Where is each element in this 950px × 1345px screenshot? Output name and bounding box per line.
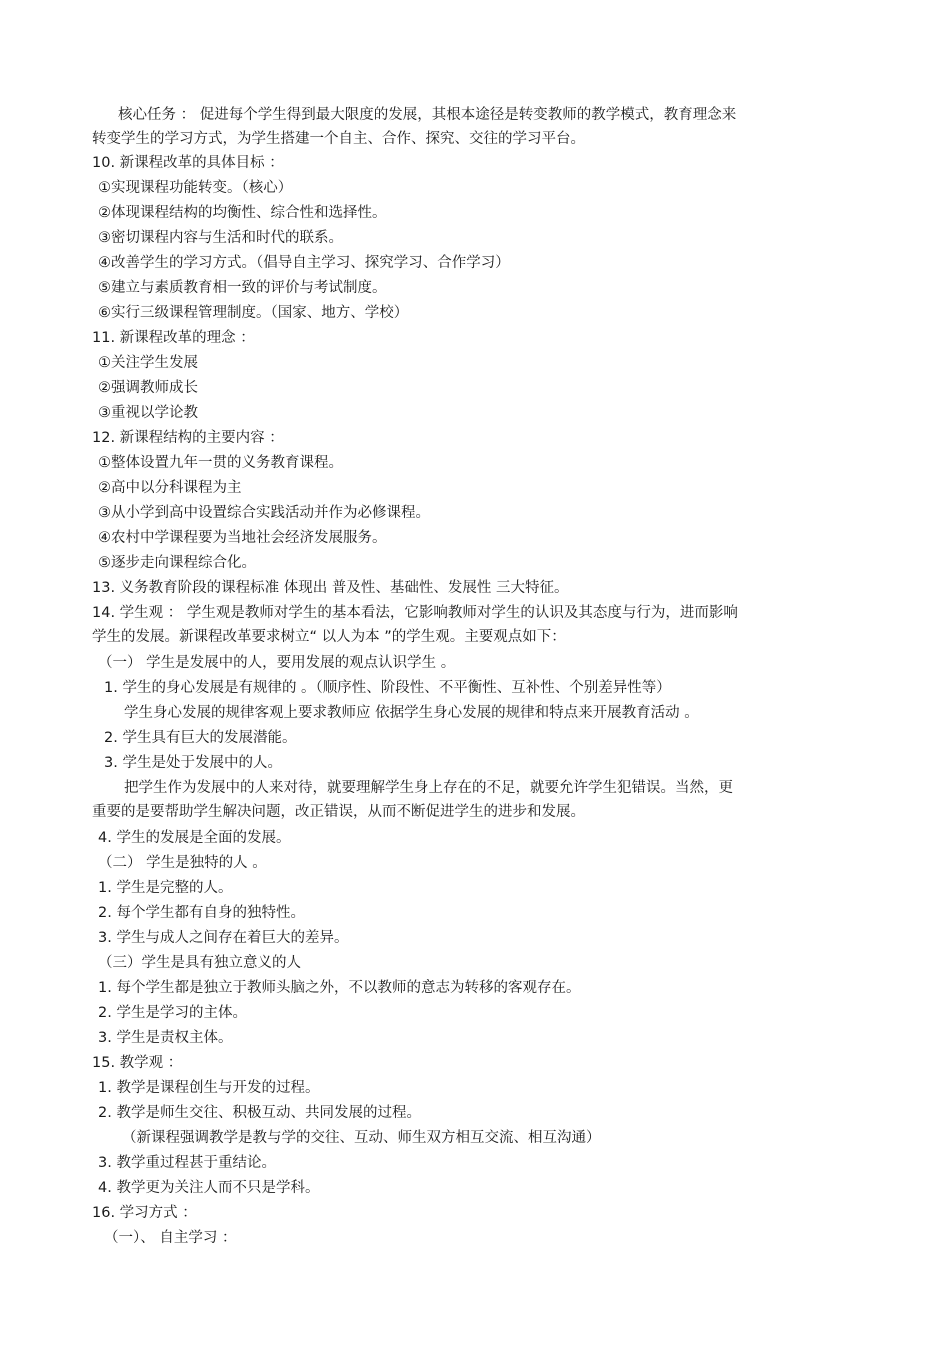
list-item: 1. 学生的身心发展是有规律的 。（顺序性、阶段性、不平衡性、互补性、个别差异性等） — [104, 680, 671, 696]
heading-11: 11. 新课程改革的理念 ： — [92, 330, 255, 346]
list-item: 3. 教学重过程甚于重结论。 — [98, 1155, 276, 1171]
heading-10: 10. 新课程改革的具体目标 ： — [92, 155, 284, 171]
text-line: 重要的是要帮助学生解决问题，改正错误，从而不断促进学生的进步和发展。 — [92, 804, 585, 820]
list-item: ⑥实行三级课程管理制度。（国家、地方、学校） — [98, 305, 409, 321]
list-item: 4. 学生的发展是全面的发展。 — [98, 830, 291, 846]
list-item: 3. 学生是处于发展中的人。 — [104, 755, 282, 771]
list-item: ①关注学生发展 — [98, 355, 198, 371]
list-item: ①整体设置九年一贯的义务教育课程。 — [98, 455, 343, 471]
list-item: ①实现课程功能转变。（核心） — [98, 180, 293, 196]
list-item: 2. 每个学生都有自身的独特性。 — [98, 905, 305, 921]
list-item: 1. 每个学生都是独立于教师头脑之外，不以教师的意志为转移的客观存在。 — [98, 980, 581, 996]
heading-14: 14. 学生观 ： 学生观是教师对学生的基本看法，它影响教师对学生的认识及其态度与行为，进而影响 — [92, 605, 738, 621]
subheading: （一） 学生是发展中的人，要用发展的观点认识学生 。 — [98, 655, 456, 671]
list-item: 1. 学生是完整的人。 — [98, 880, 233, 896]
list-item: ②体现课程结构的均衡性、综合性和选择性。 — [98, 205, 387, 221]
heading-16: 16. 学习方式 ： — [92, 1205, 197, 1221]
list-item: 2. 学生是学习的主体。 — [98, 1005, 247, 1021]
text-line: 学生身心发展的规律客观上要求教师应 依据学生身心发展的规律和特点来开展教育活动 。 — [124, 705, 699, 721]
list-item: 4. 教学更为关注人而不只是学科。 — [98, 1180, 320, 1196]
text-line: 转变学生的学习方式，为学生搭建一个自主、合作、探究、交往的学习平台。 — [92, 131, 585, 147]
heading-12: 12. 新课程结构的主要内容 ： — [92, 430, 284, 446]
list-item: ⑤建立与素质教育相一致的评价与考试制度。 — [98, 280, 387, 296]
list-item: 2. 教学是师生交往、积极互动、共同发展的过程。 — [98, 1105, 421, 1121]
text-line: 学生的发展。新课程改革要求树立“ 以人为本 ”的学生观。主要观点如下： — [92, 629, 566, 645]
list-item: 3. 学生与成人之间存在着巨大的差异。 — [98, 930, 349, 946]
list-item: 3. 学生是责权主体。 — [98, 1030, 233, 1046]
list-item: ⑤逐步走向课程综合化。 — [98, 555, 256, 571]
heading-15: 15. 教学观 ： — [92, 1055, 183, 1071]
list-item: ④农村中学课程要为当地社会经济发展服务。 — [98, 530, 387, 546]
subheading: （一）、 自主学习 ： — [104, 1230, 237, 1246]
subheading: （二） 学生是独特的人 。 — [98, 855, 267, 871]
list-item: ②强调教师成长 — [98, 380, 198, 396]
text-line: 核心任务 ： 促进每个学生得到最大限度的发展，其根本途径是转变教师的教学模式，教育理念来 — [118, 107, 737, 123]
list-item: ③密切课程内容与生活和时代的联系。 — [98, 230, 343, 246]
list-item: 1. 教学是课程创生与开发的过程。 — [98, 1080, 320, 1096]
text-line: （新课程强调教学是教与学的交往、互动、师生双方相互交流、相互沟通） — [122, 1130, 601, 1146]
heading-13: 13. 义务教育阶段的课程标准 体现出 普及性、基础性、发展性 三大特征。 — [92, 580, 569, 596]
list-item: ③从小学到高中设置综合实践活动并作为必修课程。 — [98, 505, 430, 521]
list-item: ②高中以分科课程为主 — [98, 480, 242, 496]
list-item: ④改善学生的学习方式。（倡导自主学习、探究学习、合作学习） — [98, 255, 510, 271]
text-line: 把学生作为发展中的人来对待，就要理解学生身上存在的不足，就要允许学生犯错误。当然，更 — [124, 780, 733, 796]
subheading: （三）学生是具有独立意义的人 — [98, 955, 301, 971]
list-item: ③重视以学论教 — [98, 405, 198, 421]
list-item: 2. 学生具有巨大的发展潜能。 — [104, 730, 297, 746]
